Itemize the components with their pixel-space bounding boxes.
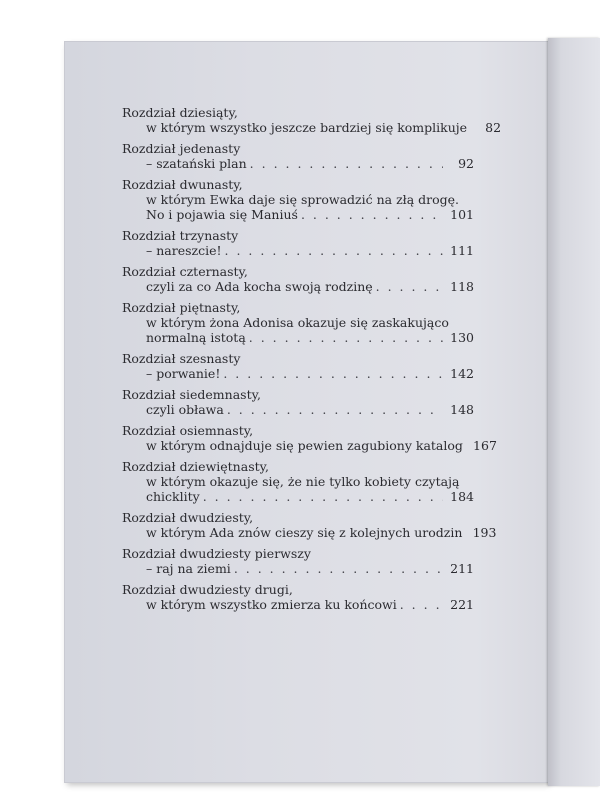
page-number: 142: [450, 366, 474, 381]
toc-entry: [122, 582, 474, 612]
page-number: 167: [473, 438, 497, 453]
chapter-subtitle-line: w którym Ewka daje się sprowadzić na złą drogę.: [146, 192, 460, 207]
chapter-title: Rozdział jedenasty: [122, 141, 241, 156]
toc-entry: [122, 105, 502, 135]
chapter-subtitle-line: czyli obława: [146, 402, 224, 417]
page-number: 92: [458, 156, 474, 171]
chapter-leader-line: [122, 438, 497, 453]
chapter-title: Rozdział dziewiętnasty,: [122, 459, 270, 474]
chapter-title: Rozdział dwudziesty drugi,: [122, 582, 293, 597]
chapter-leader-line: [122, 243, 474, 258]
chapter-leader-line: [122, 489, 474, 504]
toc-entry: [122, 546, 474, 576]
page-number: 118: [450, 279, 474, 294]
chapter-leader-line: [122, 207, 474, 222]
toc-entry: [122, 177, 474, 222]
chapter-leader-line: [122, 120, 502, 135]
page-number: 130: [450, 330, 474, 345]
page-number: 82: [485, 120, 502, 135]
chapter-title: Rozdział osiemnasty,: [122, 423, 254, 438]
chapter-title: Rozdział dziesiąty,: [122, 105, 238, 120]
chapter-subtitle-line: czyli za co Ada kocha swoją rodzinę: [146, 279, 373, 294]
page-number: 184: [450, 489, 474, 504]
chapter-subtitle-line: – porwanie!: [146, 366, 221, 381]
chapter-leader-line: [122, 597, 474, 612]
facing-page-edge: [548, 38, 600, 786]
page-number: 111: [450, 243, 474, 258]
chapter-title: Rozdział dwunasty,: [122, 177, 243, 192]
toc-entry: [122, 300, 474, 345]
page-number: 221: [450, 597, 474, 612]
chapter-subtitle-line: w którym Ada znów cieszy się z kolejnych urodzin: [146, 525, 463, 540]
chapter-leader-line: [122, 561, 474, 576]
toc-entry: [122, 510, 497, 540]
chapter-title: Rozdział dwudziesty,: [122, 510, 254, 525]
chapter-leader-line: [122, 279, 474, 294]
chapter-title: Rozdział czternasty,: [122, 264, 248, 279]
toc-entry: [122, 141, 474, 171]
dot-leader: [376, 279, 443, 294]
chapter-subtitle-line: chicklity: [146, 489, 200, 504]
chapter-subtitle-line: – raj na ziemi: [146, 561, 231, 576]
dot-leader: [227, 402, 443, 417]
chapter-subtitle-line: – szatański plan: [146, 156, 247, 171]
chapter-subtitle-line: – nareszcie!: [146, 243, 222, 258]
chapter-leader-line: [122, 330, 474, 345]
toc-entry: [122, 459, 474, 504]
toc-entry: [122, 228, 474, 258]
chapter-subtitle-line: w którym wszystko jeszcze bardziej się komplikuje: [146, 120, 468, 135]
page-number: 148: [450, 402, 474, 417]
chapter-leader-line: [122, 402, 474, 417]
toc-entry: [122, 423, 497, 453]
toc-entry: [122, 264, 474, 294]
dot-leader: [249, 330, 443, 345]
toc-entry: [122, 387, 474, 417]
chapter-subtitle-line: w którym żona Adonisa okazuje się zaskakująco: [146, 315, 449, 330]
chapter-subtitle-line: w którym okazuje się, że nie tylko kobiety czytają: [146, 474, 460, 489]
chapter-leader-line: [122, 156, 474, 171]
dot-leader: [234, 561, 443, 576]
dot-leader: [400, 597, 443, 612]
chapter-title: Rozdział trzynasty: [122, 228, 239, 243]
dot-leader: [250, 156, 443, 171]
dot-leader: [223, 366, 443, 381]
chapter-leader-line: [122, 525, 497, 540]
table-of-contents: [122, 105, 502, 612]
chapter-subtitle-line: w którym wszystko zmierza ku końcowi: [146, 597, 397, 612]
page-number: 101: [450, 207, 474, 222]
chapter-title: Rozdział szesnasty: [122, 351, 241, 366]
dot-leader: [301, 207, 443, 222]
chapter-subtitle-line: w którym odnajduje się pewien zagubiony katalog: [146, 438, 463, 453]
page-number: 193: [472, 525, 497, 540]
chapter-title: Rozdział siedemnasty,: [122, 387, 261, 402]
page-number: 211: [450, 561, 474, 576]
chapter-leader-line: [122, 366, 474, 381]
dot-leader: [203, 489, 443, 504]
chapter-title: Rozdział piętnasty,: [122, 300, 241, 315]
dot-leader: [225, 243, 443, 258]
chapter-subtitle-line: No i pojawia się Maniuś: [146, 207, 298, 222]
chapter-subtitle-line: normalną istotą: [146, 330, 246, 345]
toc-entry: [122, 351, 474, 381]
chapter-title: Rozdział dwudziesty pierwszy: [122, 546, 311, 561]
